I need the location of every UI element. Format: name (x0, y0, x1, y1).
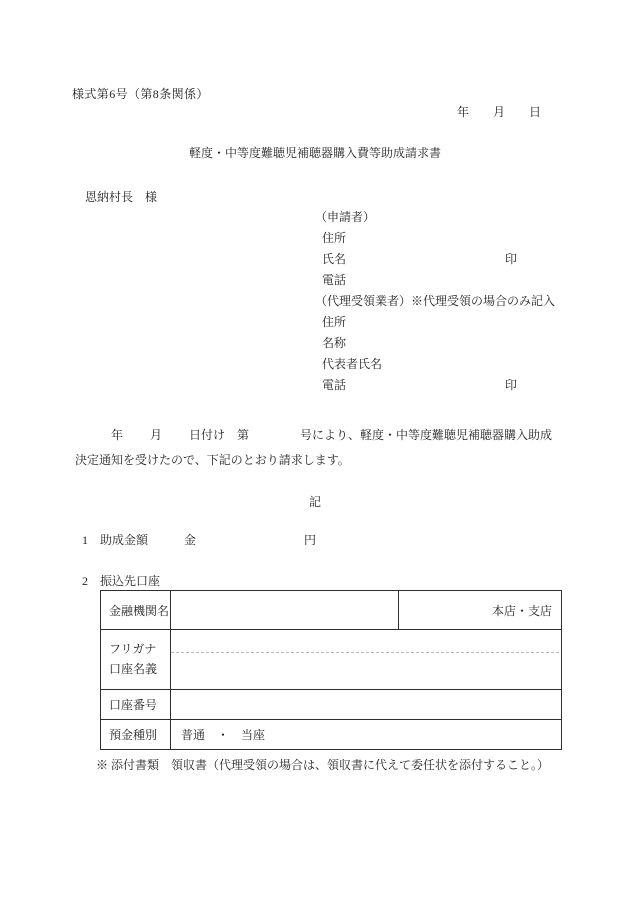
item1-currency-suffix: 円 (304, 533, 317, 547)
applicant-section-label: （申請者） (315, 210, 376, 224)
item2-label: 振込先口座 (100, 574, 161, 588)
item1-currency-prefix: 金 (184, 533, 197, 547)
proxy-seal-mark: 印 (505, 378, 518, 392)
section-marker-ki: 記 (308, 495, 321, 509)
addressee: 恩納村長 様 (85, 190, 158, 204)
applicant-name-label: 氏名 (322, 252, 347, 266)
account-number-label: 口座番号 (101, 690, 171, 719)
item1-number: 1 (82, 533, 88, 547)
request-statement-line1: 年 月 日付け 第 号により、軽度・中等度難聴児補聴器購入助成 (75, 428, 553, 442)
account-holder-label-cell (101, 630, 171, 689)
branch-options: 本店・支店 (491, 603, 552, 618)
form-number: 様式第6号（第8条関係） (72, 87, 209, 101)
proxy-address-label: 住所 (322, 315, 347, 329)
date-blank-line: 年 月 日 (457, 105, 542, 119)
table-row-account-number (101, 689, 561, 719)
document-title: 軽度・中等度難聴児補聴器購入費等助成請求書 (188, 146, 441, 160)
deposit-type-options: 普通 ・ 当座 (181, 728, 266, 742)
applicant-phone-label: 電話 (322, 273, 347, 287)
table-row-institution (101, 591, 561, 629)
proxy-name-label: 名称 (322, 336, 347, 350)
furigana-label: フリガナ (109, 642, 157, 656)
account-number-value-cell (171, 690, 561, 719)
account-holder-label: 口座名義 (109, 662, 158, 676)
request-statement-line2: 決定通知を受けたので、下記のとおり請求します。 (75, 453, 350, 467)
deposit-type-label: 預金種別 (101, 720, 171, 749)
item1-label: 助成金額 (100, 533, 149, 547)
table-row-account-holder (101, 629, 561, 689)
account-holder-value-cell (171, 630, 561, 689)
proxy-phone-label: 電話 (322, 378, 347, 392)
bank-account-table (100, 590, 562, 750)
proxy-representative-label: 代表者氏名 (322, 357, 383, 371)
proxy-section-label: （代理受領業者）※代理受領の場合のみ記入 (315, 294, 556, 308)
furigana-divider-line (171, 652, 559, 653)
applicant-address-label: 住所 (322, 231, 347, 245)
applicant-seal-mark: 印 (505, 252, 518, 266)
institution-label: 金融機関名 (101, 591, 171, 629)
attachment-footnote: ※ 添付書類 領収書（代理受領の場合は、領収書に代えて委任状を添付すること。） (96, 758, 550, 772)
institution-value-cell (171, 591, 399, 629)
item2-number: 2 (82, 574, 88, 588)
table-row-deposit-type (101, 719, 561, 749)
